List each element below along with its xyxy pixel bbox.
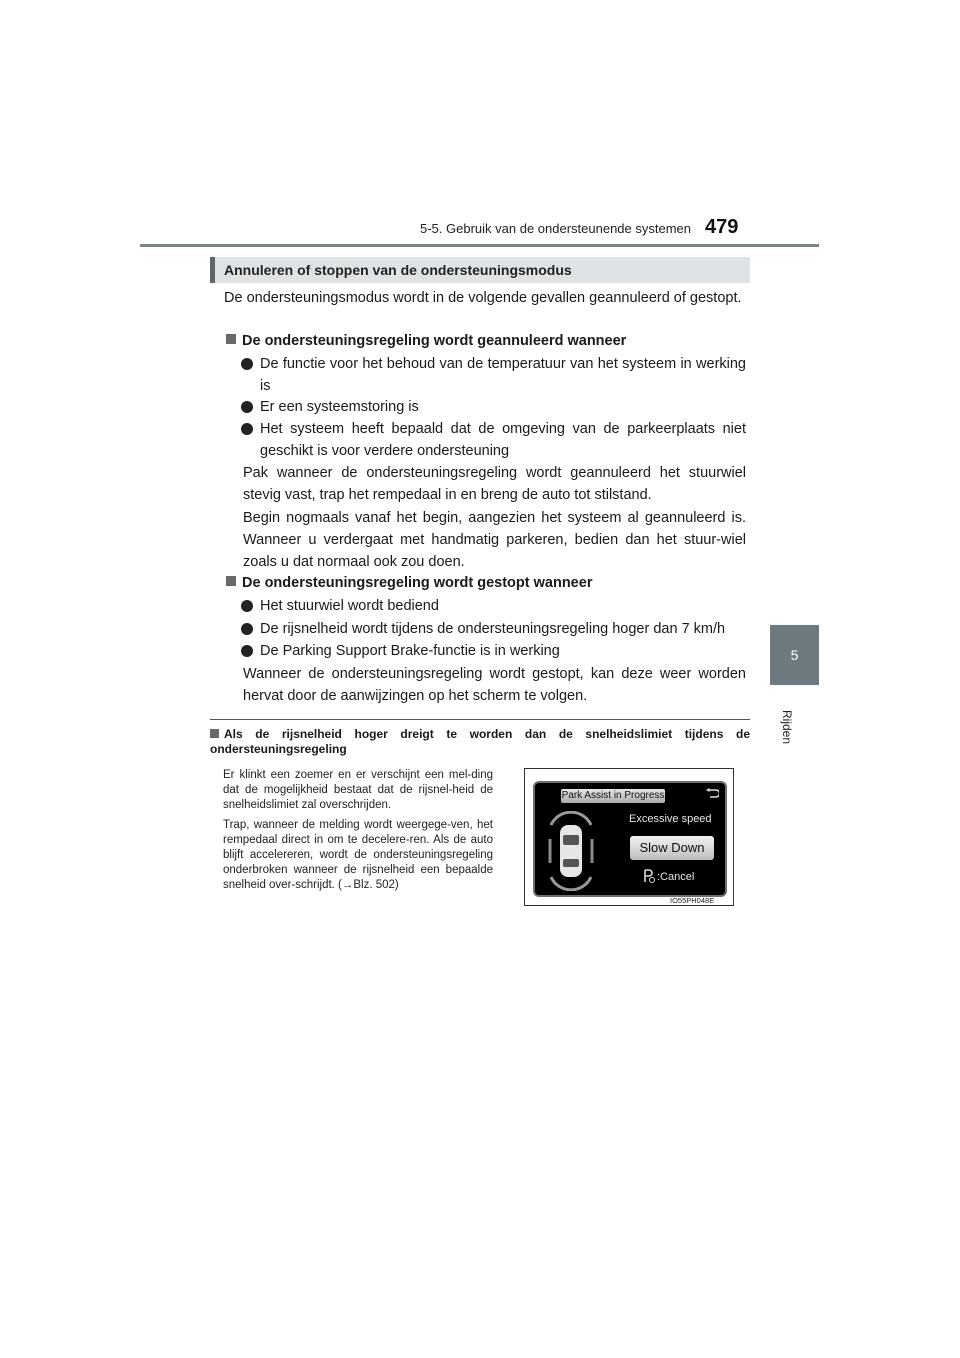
section-heading-text: Annuleren of stoppen van de ondersteuningsmodus bbox=[224, 262, 572, 278]
list-item bbox=[241, 418, 746, 462]
park-assist-banner: Park Assist in Progress bbox=[561, 790, 665, 801]
note-paragraph-2: Trap, wanneer de melding wordt weergege-ven, het rempedaal direct in om te decelere-ren. Als de auto blijft accelereren, wordt de ondersteuningsregeling onderbroken wanneer de rijsnelheid een bepaalde snelheid over-schrijdt. (→Blz. 502) bbox=[223, 819, 493, 891]
stop-subheading-text: De ondersteuningsregeling wordt gestopt wanneer bbox=[242, 575, 593, 591]
cancel-subheading-text: De ondersteuningsregeling wordt geannuleerd wanneer bbox=[242, 333, 627, 349]
square-bullet-icon bbox=[226, 334, 236, 344]
chapter-number: 5 bbox=[790, 647, 799, 663]
cancel-hint: :Cancel bbox=[657, 871, 695, 883]
list-item-text: De Parking Support Brake-functie is in werking bbox=[260, 643, 560, 659]
note-divider bbox=[210, 719, 750, 720]
excessive-speed-message: Excessive speed bbox=[629, 813, 712, 825]
slow-down-indicator: Slow Down bbox=[630, 836, 714, 860]
bullet-dot-icon bbox=[241, 401, 253, 413]
parking-assist-switch-icon bbox=[643, 869, 655, 883]
stop-paragraph: Wanneer de ondersteuningsregeling wordt gestopt, kan deze weer worden hervat door de aanwijzingen op het scherm te volgen. bbox=[243, 666, 746, 704]
list-item bbox=[241, 640, 746, 662]
multimedia-screen bbox=[533, 781, 727, 897]
list-item bbox=[241, 353, 746, 397]
section-heading bbox=[210, 257, 750, 283]
list-item-text: Het systeem heeft bepaald dat de omgeving van de parkeerplaats niet geschikt is voor verdere ondersteuning bbox=[260, 421, 746, 459]
chapter-label: Rijden bbox=[780, 710, 794, 745]
list-item bbox=[241, 396, 746, 418]
bullet-dot-icon bbox=[241, 600, 253, 612]
stop-subheading bbox=[226, 575, 592, 591]
running-header-title: 5-5. Gebruik van de ondersteunende systemen bbox=[420, 221, 692, 236]
note-heading-text: Als de rijsnelheid hoger dreigt te worden dan de snelheidslimiet tijdens de ondersteuningsregeling bbox=[210, 727, 750, 756]
list-item bbox=[241, 595, 746, 617]
car-sensor-icon bbox=[545, 811, 597, 891]
cancel-paragraph-2: Begin nogmaals vanaf het begin, aangezien het systeem al geannuleerd is. Wanneer u verdergaat met handmatig parkeren, bedien dan het stuur-wiel zoals u dat normaal ook zou doen. bbox=[243, 510, 746, 570]
bullet-dot-icon bbox=[241, 623, 253, 635]
list-item-text: De rijsnelheid wordt tijdens de ondersteuningsregeling hoger dan 7 km/h bbox=[260, 621, 726, 637]
bullet-dot-icon bbox=[241, 423, 253, 435]
cancel-paragraph-1: Pak wanneer de ondersteuningsregeling wordt geannuleerd het stuurwiel stevig vast, trap het rempedaal in en breng de auto tot stilstand. bbox=[243, 465, 746, 503]
list-item bbox=[241, 618, 746, 640]
note-heading bbox=[210, 727, 750, 757]
list-item-text: Er een systeemstoring is bbox=[260, 399, 419, 415]
display-illustration bbox=[524, 768, 734, 906]
bullet-dot-icon bbox=[241, 358, 253, 370]
section-heading-bar bbox=[210, 257, 215, 283]
list-item-text: Het stuurwiel wordt bediend bbox=[260, 598, 439, 614]
note-paragraph-1: Er klinkt een zoemer en er verschijnt een mel-ding dat de mogelijkheid bestaat dat de rijsnel-heid de snelheidslimiet zal overschrijden. bbox=[223, 769, 493, 811]
chapter-tab bbox=[770, 625, 819, 685]
back-arrow-icon bbox=[705, 788, 719, 800]
bullet-dot-icon bbox=[241, 645, 253, 657]
list-item-text: De functie voor het behoud van de temperatuur van het systeem in werking is bbox=[260, 356, 746, 394]
square-bullet-icon bbox=[210, 729, 219, 738]
page-number: 479 bbox=[705, 216, 739, 238]
figure-code: IO55PH048E bbox=[670, 896, 715, 905]
cancel-subheading bbox=[226, 333, 626, 349]
square-bullet-icon bbox=[226, 576, 236, 586]
header-rule bbox=[140, 244, 819, 247]
intro-paragraph: De ondersteuningsmodus wordt in de volgende gevallen geannuleerd of gestopt. bbox=[224, 290, 742, 306]
